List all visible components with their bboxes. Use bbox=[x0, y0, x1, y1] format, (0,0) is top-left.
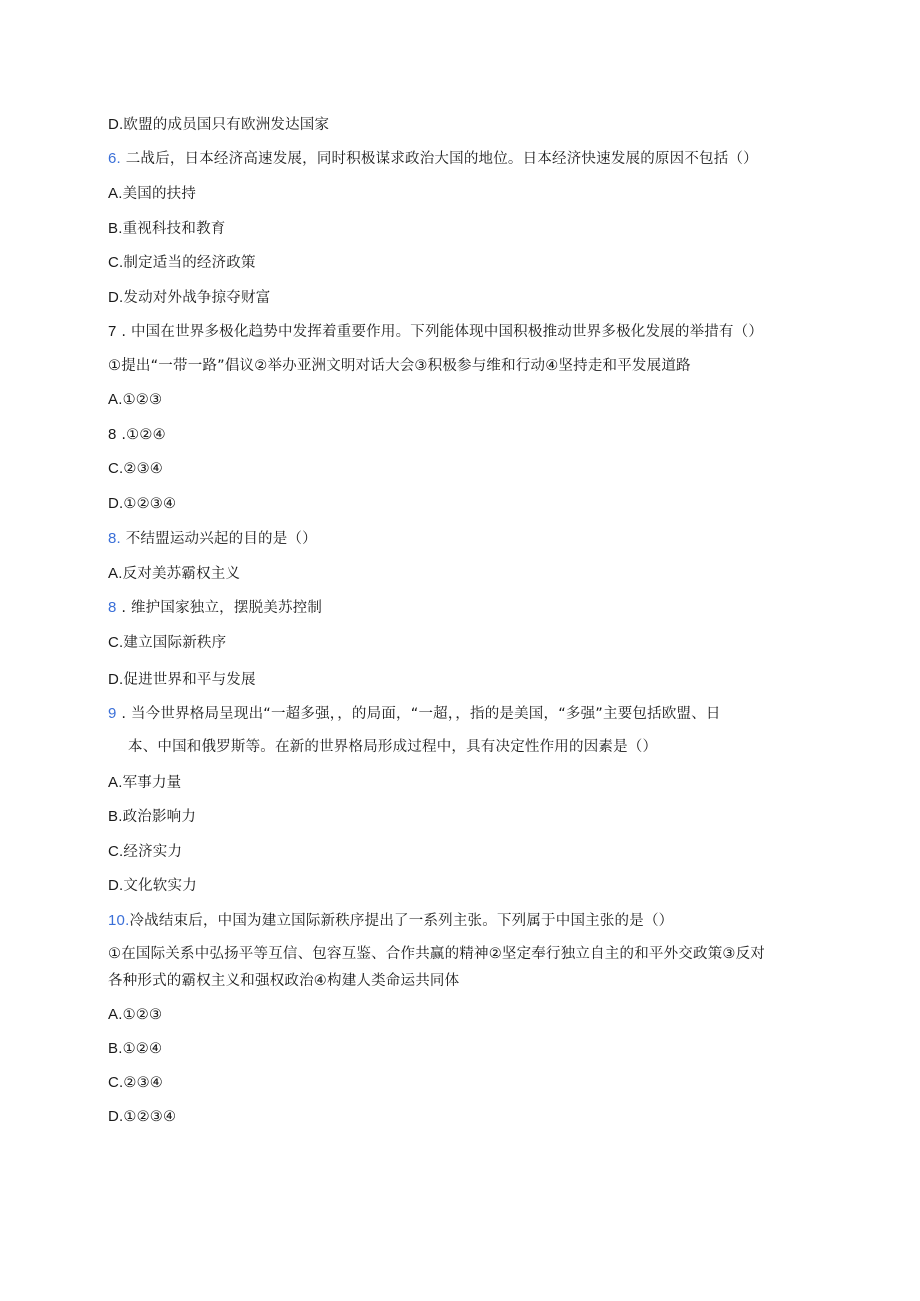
option-text: ①②③ bbox=[122, 1007, 163, 1023]
q7-option-d bbox=[108, 494, 176, 514]
option-letter: D. bbox=[108, 1108, 124, 1125]
q8-option-c bbox=[108, 633, 226, 653]
option-letter: C. bbox=[108, 634, 124, 651]
option-text: .①②④ bbox=[116, 427, 166, 443]
option-letter: 8 bbox=[108, 599, 117, 616]
option-text: 重视科技和教育 bbox=[122, 221, 226, 237]
option-text: 反对美苏霸权主义 bbox=[122, 566, 241, 582]
option-letter: A. bbox=[108, 774, 123, 791]
question-text: . 中国在世界多极化趋势中发挥着重要作用。下列能体现中国积极推动世界多极化发展的举措有（） bbox=[116, 324, 764, 340]
question-number: 9 bbox=[108, 705, 117, 722]
q7-option-c bbox=[108, 459, 163, 479]
q9-stem bbox=[108, 704, 721, 724]
q10-statements-continued bbox=[108, 971, 459, 991]
option-text: 政治影响力 bbox=[122, 809, 197, 825]
option-letter: A. bbox=[108, 565, 123, 582]
option-text: ①②④ bbox=[122, 1041, 163, 1057]
q9-option-a bbox=[108, 773, 181, 793]
question-number: 8. bbox=[108, 530, 121, 547]
option-letter: B. bbox=[108, 220, 123, 237]
q6-option-b bbox=[108, 219, 225, 239]
q6-option-a bbox=[108, 184, 196, 204]
option-letter: B. bbox=[108, 1040, 123, 1057]
option-letter: C. bbox=[108, 460, 124, 477]
option-letter: D. bbox=[108, 671, 124, 688]
option-letter: 8 bbox=[108, 426, 117, 443]
option-letter: A. bbox=[108, 391, 123, 408]
option-text: 制定适当的经济政策 bbox=[123, 255, 256, 271]
option-letter: A. bbox=[108, 1006, 123, 1023]
q7-option-a bbox=[108, 390, 162, 410]
q7-stem bbox=[108, 322, 763, 342]
q9-stem-continued bbox=[128, 737, 657, 757]
q6-stem bbox=[108, 149, 758, 169]
option-text: ①②③ bbox=[122, 392, 163, 408]
question-text: 二战后，日本经济高速发展，同时积极谋求政治大国的地位。日本经济快速发展的原因不包括（） bbox=[120, 151, 758, 167]
option-letter: C. bbox=[108, 254, 124, 271]
q8-option-b bbox=[108, 598, 322, 618]
q7-option-b bbox=[108, 425, 166, 445]
option-letter: D. bbox=[108, 877, 124, 894]
option-letter: B. bbox=[108, 808, 123, 825]
question-number: 6. bbox=[108, 150, 121, 167]
q10-statements bbox=[108, 944, 765, 964]
statement-text: 各种形式的霸权主义和强权政治④构建人类命运共同体 bbox=[108, 973, 460, 989]
option-text: 美国的扶持 bbox=[122, 186, 197, 202]
statement-text: ①提出“一带一路”倡议②举办亚洲文明对话大会③积极参与维和行动④坚持走和平发展道路 bbox=[108, 358, 691, 374]
q10-option-b bbox=[108, 1039, 162, 1059]
q7-statements bbox=[108, 356, 691, 376]
option-letter: D. bbox=[108, 495, 124, 512]
option-text: 发动对外战争掠夺财富 bbox=[123, 290, 271, 306]
q9-option-c bbox=[108, 842, 182, 862]
option-letter: D. bbox=[108, 289, 124, 306]
option-text: ②③④ bbox=[123, 1075, 164, 1091]
q10-stem bbox=[108, 911, 673, 931]
option-letter: A. bbox=[108, 185, 123, 202]
option-text: ②③④ bbox=[123, 461, 164, 477]
question-number: 10. bbox=[108, 912, 130, 929]
q9-option-d bbox=[108, 876, 197, 896]
option-text: ①②③④ bbox=[123, 496, 177, 512]
option-letter: C. bbox=[108, 843, 124, 860]
q10-option-a bbox=[108, 1005, 162, 1025]
q5-option-d bbox=[108, 115, 329, 135]
q9-option-b bbox=[108, 807, 196, 827]
option-text: 欧盟的成员国只有欧洲发达国家 bbox=[123, 117, 330, 133]
option-text: 文化软实力 bbox=[123, 878, 197, 894]
option-text: . 维护国家独立，摆脱美苏控制 bbox=[116, 600, 323, 616]
q10-option-c bbox=[108, 1073, 163, 1093]
question-text: 不结盟运动兴起的目的是（） bbox=[120, 531, 317, 547]
option-text: ①②③④ bbox=[123, 1109, 177, 1125]
q10-option-d bbox=[108, 1107, 176, 1127]
option-text: 促进世界和平与发展 bbox=[123, 672, 256, 688]
question-number: 7 bbox=[108, 323, 117, 340]
q8-option-a bbox=[108, 564, 240, 584]
q8-stem bbox=[108, 529, 317, 549]
option-text: 军事力量 bbox=[122, 775, 182, 791]
question-text: 本、中国和俄罗斯等。在新的世界格局形成过程中，具有决定性作用的因素是（） bbox=[128, 739, 658, 755]
statement-text: ①在国际关系中弘扬平等互信、包容互鉴、合作共赢的精神②坚定奉行独立自主的和平外交政策③反对 bbox=[108, 946, 765, 962]
question-text: . 当今世界格局呈现出“一超多强，，的局面，“一超，，指的是美国，“多强”主要包括欧盟、日 bbox=[116, 706, 721, 722]
question-text: 冷战结束后，中国为建立国际新秩序提出了一系列主张。下列属于中国主张的是（） bbox=[129, 913, 674, 929]
option-text: 经济实力 bbox=[123, 844, 183, 860]
option-letter: C. bbox=[108, 1074, 124, 1091]
option-letter: D. bbox=[108, 116, 124, 133]
q6-option-d bbox=[108, 288, 270, 308]
q8-option-d bbox=[108, 670, 256, 690]
option-text: 建立国际新秩序 bbox=[123, 635, 227, 651]
q6-option-c bbox=[108, 253, 256, 273]
